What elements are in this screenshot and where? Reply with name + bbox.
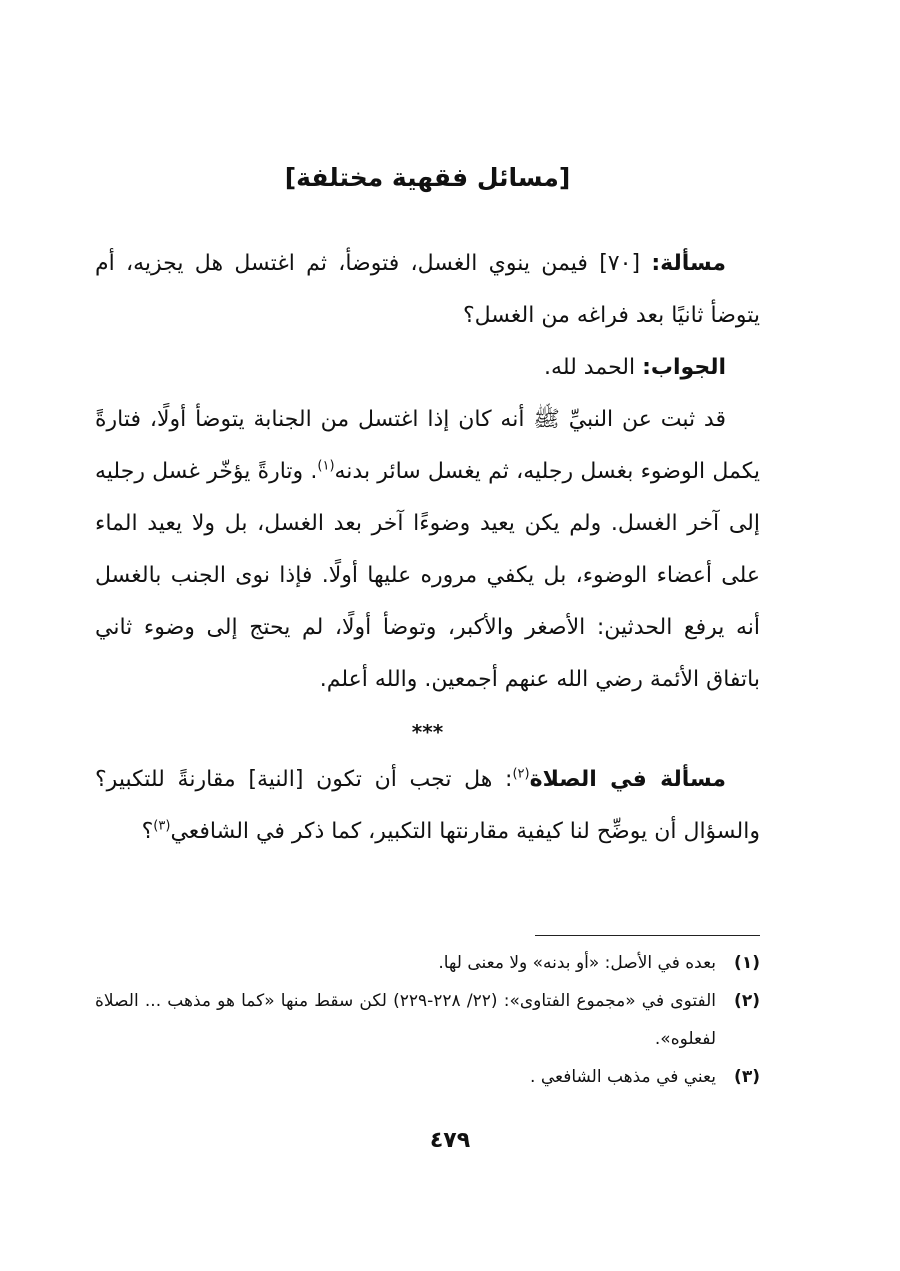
footnote-ref-1[interactable]: (١) xyxy=(317,458,335,474)
section-separator: *** xyxy=(411,720,444,744)
page-content xyxy=(95,160,760,858)
question-2-part-1: : هل تجب أن تكون [النية] مقارنةً للتكبير؟ والسؤال أن يوضِّح لنا كيفية مقارنتها التكبير، كما ذكر في الشافعي xyxy=(95,767,760,844)
answer-text: الحمد لله. xyxy=(544,355,636,380)
footnote-text: يعني في مذهب الشافعي . xyxy=(530,1067,716,1087)
footnote-number: (١) xyxy=(734,953,760,973)
question-1-ref: [٧٠] xyxy=(599,251,641,276)
question-2 xyxy=(95,754,760,858)
answer-label: الجواب: xyxy=(642,355,726,380)
footnote-ref-3[interactable]: (٣) xyxy=(153,818,171,834)
question-1-text: فيمن ينوي الغسل، فتوضأ، ثم اغتسل هل يجزيه، أم يتوضأ ثانيًا بعد فراغه من الغسل؟ xyxy=(95,251,760,328)
footnote-number: (٢) xyxy=(734,991,760,1011)
footnote-text: بعده في الأصل: «أو بدنه» ولا معنى لها. xyxy=(438,953,716,973)
question-1-label: مسألة: xyxy=(651,251,726,276)
answer-body-part-2: . وتارةً يؤخّر غسل رجليه إلى آخر الغسل. ولم يكن يعيد وضوءًا آخر بعد الغسل، بل ولا يعيد الماء على أعضاء الوضوء، بل يكفي مروره عليها أولًا. فإذا نوى الجنب بالغسل أنه يرفع الحدثين: الأصغر والأكبر، وتوضأ أولًا، لم يحتج إلى وضوء ثاني باتفاق الأئمة رضي الله عنهم أجمعين. والله أعلم. xyxy=(95,459,760,692)
footnote xyxy=(95,982,760,1058)
section-title: [مسائل فقهية مختلفة] xyxy=(284,163,571,192)
question-2-label: مسألة في الصلاة xyxy=(529,767,726,792)
answer-body-part-1: قد ثبت عن النبيِّ ﷺ أنه كان إذا اغتسل من الجنابة يتوضأ أولًا، فتارةً يكمل الوضوء بغسل رجليه، ثم يغسل سائر بدنه xyxy=(95,407,761,484)
footnote xyxy=(95,1058,760,1096)
answer-body xyxy=(95,394,760,706)
footnote-number: (٣) xyxy=(734,1067,760,1087)
footnote-ref-2[interactable]: (٢) xyxy=(512,766,530,782)
footnote-divider xyxy=(535,935,760,936)
footnote-text: الفتوى في «مجموع الفتاوى»: (٢٢/ ٢٢٨-٢٢٩) لكن سقط منها «كما هو مذهب ... الصلاة لفعلوه». xyxy=(95,991,716,1049)
question-1 xyxy=(95,238,760,342)
question-2-part-2: ؟ xyxy=(141,819,154,844)
answer-line xyxy=(95,342,760,394)
page-number: ٤٧٩ xyxy=(429,1128,471,1153)
footnote xyxy=(95,944,760,982)
footnotes xyxy=(95,944,760,1096)
